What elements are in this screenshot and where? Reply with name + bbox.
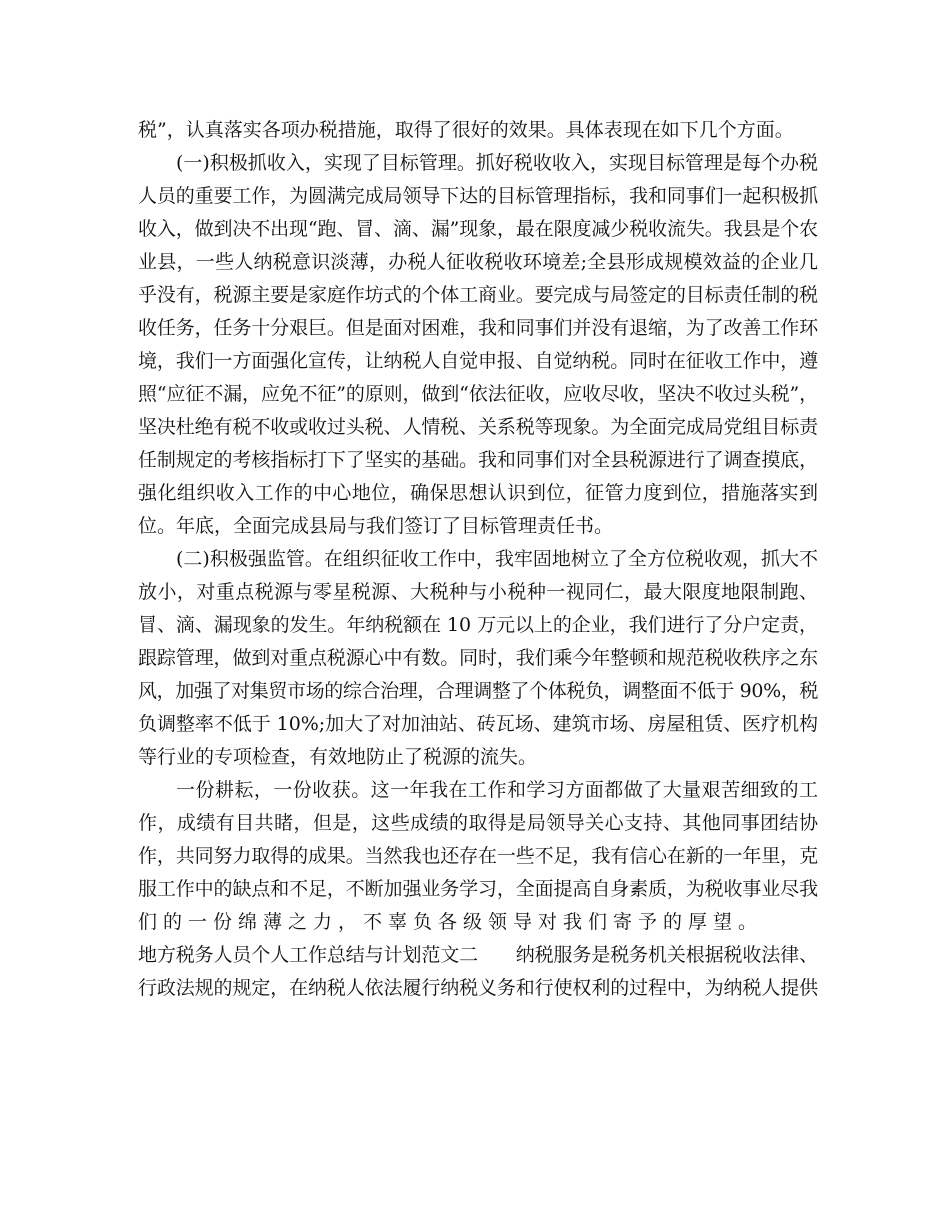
text-line: 地方税务人员个人工作总结与计划范文二 纳税服务是税务机关根据税收法律、: [138, 944, 818, 966]
text-line: 乎没有，税源主要是家庭作坊式的个体工商业。要完成与局签定的目标责任制的税: [138, 284, 818, 306]
text-line: 一份耕耘，一份收获。这一年我在工作和学习方面都做了大量艰苦细致的工: [176, 779, 818, 801]
text-line: 等行业的专项检查，有效地防止了税源的流失。: [138, 746, 538, 768]
text-line: 人员的重要工作，为圆满完成局领导下达的目标管理指标，我和同事们一起积极抓: [138, 185, 818, 207]
text-line: (一)积极抓收入，实现了目标管理。抓好税收收入，实现目标管理是每个办税: [176, 152, 818, 174]
text-line: 强化组织收入工作的中心地位，确保思想认识到位，征管力度到位，措施落实到: [138, 482, 818, 504]
text-line: 任制规定的考核指标打下了坚实的基础。我和同事们对全县税源进行了调查摸底，: [138, 449, 818, 471]
text-line: 收任务，任务十分艰巨。但是面对困难，我和同事们并没有退缩，为了改善工作环: [138, 317, 818, 339]
text-line: (二)积极强监管。在组织征收工作中，我牢固地树立了全方位税收观，抓大不: [176, 548, 818, 570]
text-line: 收入，做到决不出现“跑、冒、滴、漏”现象，最在限度减少税收流失。我县是个农: [138, 218, 818, 240]
text-line: 作，共同努力取得的成果。当然我也还存在一些不足，我有信心在新的一年里，克: [138, 845, 818, 867]
text-line: 照“应征不漏，应免不征”的原则，做到“依法征收，应收尽收，坚决不收过头税”，: [138, 383, 818, 405]
text-line: 跟踪管理，做到对重点税源心中有数。同时，我们乘今年整顿和规范税收秩序之东: [138, 647, 818, 669]
text-line: 税”，认真落实各项办税措施，取得了很好的效果。具体表现在如下几个方面。: [138, 119, 794, 141]
text-line: 位。年底，全面完成县局与我们签订了目标管理责任书。: [138, 515, 614, 537]
text-line: 风，加强了对集贸市场的综合治理，合理调整了个体税负，调整面不低于 90%，税: [138, 680, 818, 702]
text-line: 负调整率不低于 10%;加大了对加油站、砖瓦场、建筑市场、房屋租赁、医疗机构: [138, 713, 818, 735]
text-line: 行政法规的规定，在纳税人依法履行纳税义务和行使权利的过程中，为纳税人提供: [138, 977, 818, 999]
text-line: 们的一份绵薄之力，不辜负各级领导对我们寄予的厚望。: [138, 911, 764, 933]
text-line: 境，我们一方面强化宣传，让纳税人自觉申报、自觉纳税。同时在征收工作中，遵: [138, 350, 818, 372]
text-line: 放小，对重点税源与零星税源、大税种与小税种一视同仁，最大限度地限制跑、: [138, 581, 818, 603]
text-line: 业县，一些人纳税意识淡薄，办税人征收税收环境差;全县形成规模效益的企业几: [138, 251, 818, 273]
text-line: 冒、滴、漏现象的发生。年纳税额在 10 万元以上的企业，我们进行了分户定责，: [138, 614, 818, 636]
text-line: 服工作中的缺点和不足，不断加强业务学习，全面提高自身素质，为税收事业尽我: [138, 878, 818, 900]
text-line: 坚决杜绝有税不收或收过头税、人情税、关系税等现象。为全面完成局党组目标责: [138, 416, 818, 438]
document-body: [138, 114, 818, 1005]
text-line: 作，成绩有目共睹，但是，这些成绩的取得是局领导关心支持、其他同事团结协: [138, 812, 818, 834]
